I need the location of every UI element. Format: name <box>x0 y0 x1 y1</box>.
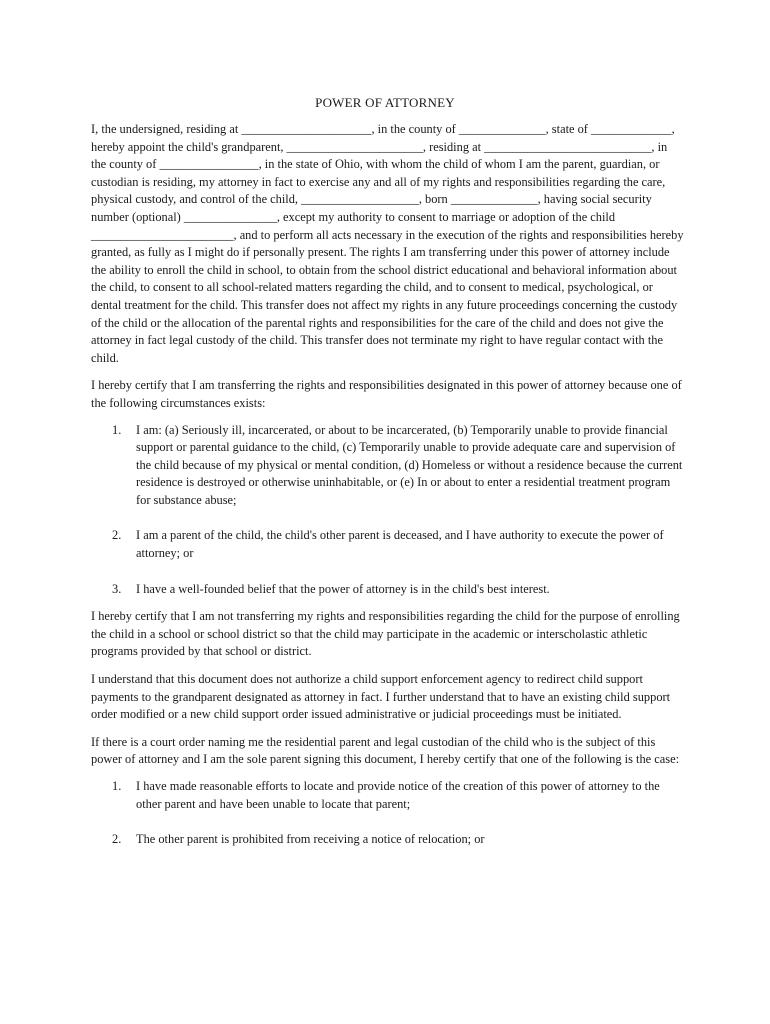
list-item-number: 2. <box>112 832 122 847</box>
list-item <box>91 527 685 562</box>
list-item-text: I am: (a) Seriously ill, incarcerated, or about to be incarcerated, (b) Temporarily unable to provide financial support or parental guidance to the child, (c) Temporarily unable to provide adequate care and supervision of the child because of my physical or mental condition, (d) Homeless or without a residence because the current residence is destroyed or otherwise uninhabitable, or (e) In or about to enter a residential treatment program for substance abuse; <box>136 422 683 507</box>
list-item <box>91 831 685 849</box>
document-body <box>91 121 685 849</box>
list-item-text: The other parent is prohibited from receiving a notice of relocation; or <box>136 832 485 847</box>
paragraph-appointment: I, the undersigned, residing at _____________________, in the county of ______________, state of _____________, hereby appoint the child's grandparent, ______________________, residing at ___________________________, in the county of ________________, in the state of Ohio, with whom the child of whom I am the parent, guardian, or custodian is residing, my attorney in fact to exercise any and all of my rights and responsibilities regarding the care, physical custody, and control of the child, ___________________, born ______________, having social security number (optional) _______________, except my authority to consent to marriage or adoption of the child _______________________, and to perform all acts necessary in the execution of the rights and responsibilities hereby granted, as fully as I might do if personally present. The rights I am transferring under this power of attorney include the ability to enroll the child in school, to obtain from the school district educational and behavioral information about the child, to consent to all school-related matters regarding the child, and to consent to medical, psychological, or dental treatment for the child. This transfer does not affect my rights in any future proceedings concerning the custody of the child or the allocation of the parental rights and responsibilities for the care of the child and does not give the attorney in fact legal custody of the child. This transfer does not terminate my right to have regular contact with the child. <box>91 122 684 365</box>
paragraph-child-support: I understand that this document does not authorize a child support enforcement agency to redirect child support payments to the grandparent designated as attorney in fact. I further understand that to have an existing child support order modified or a new child support order issued administrative or judicial proceedings must be initiated. <box>91 672 671 722</box>
list-item <box>91 778 685 813</box>
list-item-number: 1. <box>112 422 122 437</box>
paragraph-school-enrollment: I hereby certify that I am not transferring my rights and responsibilities regarding the child for the purpose of enrolling the child in a school or school district so that the child may participate in the academic or interscholastic athletic programs provided by that school or district. <box>91 609 680 659</box>
list-item-text: I am a parent of the child, the child's other parent is deceased, and I have authority to execute the power of attorney; or <box>136 528 664 561</box>
list-item-text: I have a well-founded belief that the power of attorney is in the child's best interest. <box>136 581 550 596</box>
list-item-number: 2. <box>112 528 122 543</box>
document-title: POWER OF ATTORNEY <box>315 95 455 110</box>
list-item <box>91 581 685 599</box>
court-order-list <box>91 778 685 849</box>
circumstances-list <box>91 422 685 599</box>
list-item-number: 3. <box>112 581 122 596</box>
paragraph-court-order: If there is a court order naming me the residential parent and legal custodian of the child who is the subject of this power of attorney and I am the sole parent signing this document, I hereby certify that one of the following is the case: <box>91 734 680 767</box>
list-item <box>91 422 685 510</box>
list-item-text: I have made reasonable efforts to locate and provide notice of the creation of this power of attorney to the other parent and have been unable to locate that parent; <box>136 779 660 811</box>
list-item-number: 1. <box>112 779 122 793</box>
paragraph-certify-transfer: I hereby certify that I am transferring the rights and responsibilities designated in this power of attorney because one of the following circumstances exists: <box>91 378 682 410</box>
